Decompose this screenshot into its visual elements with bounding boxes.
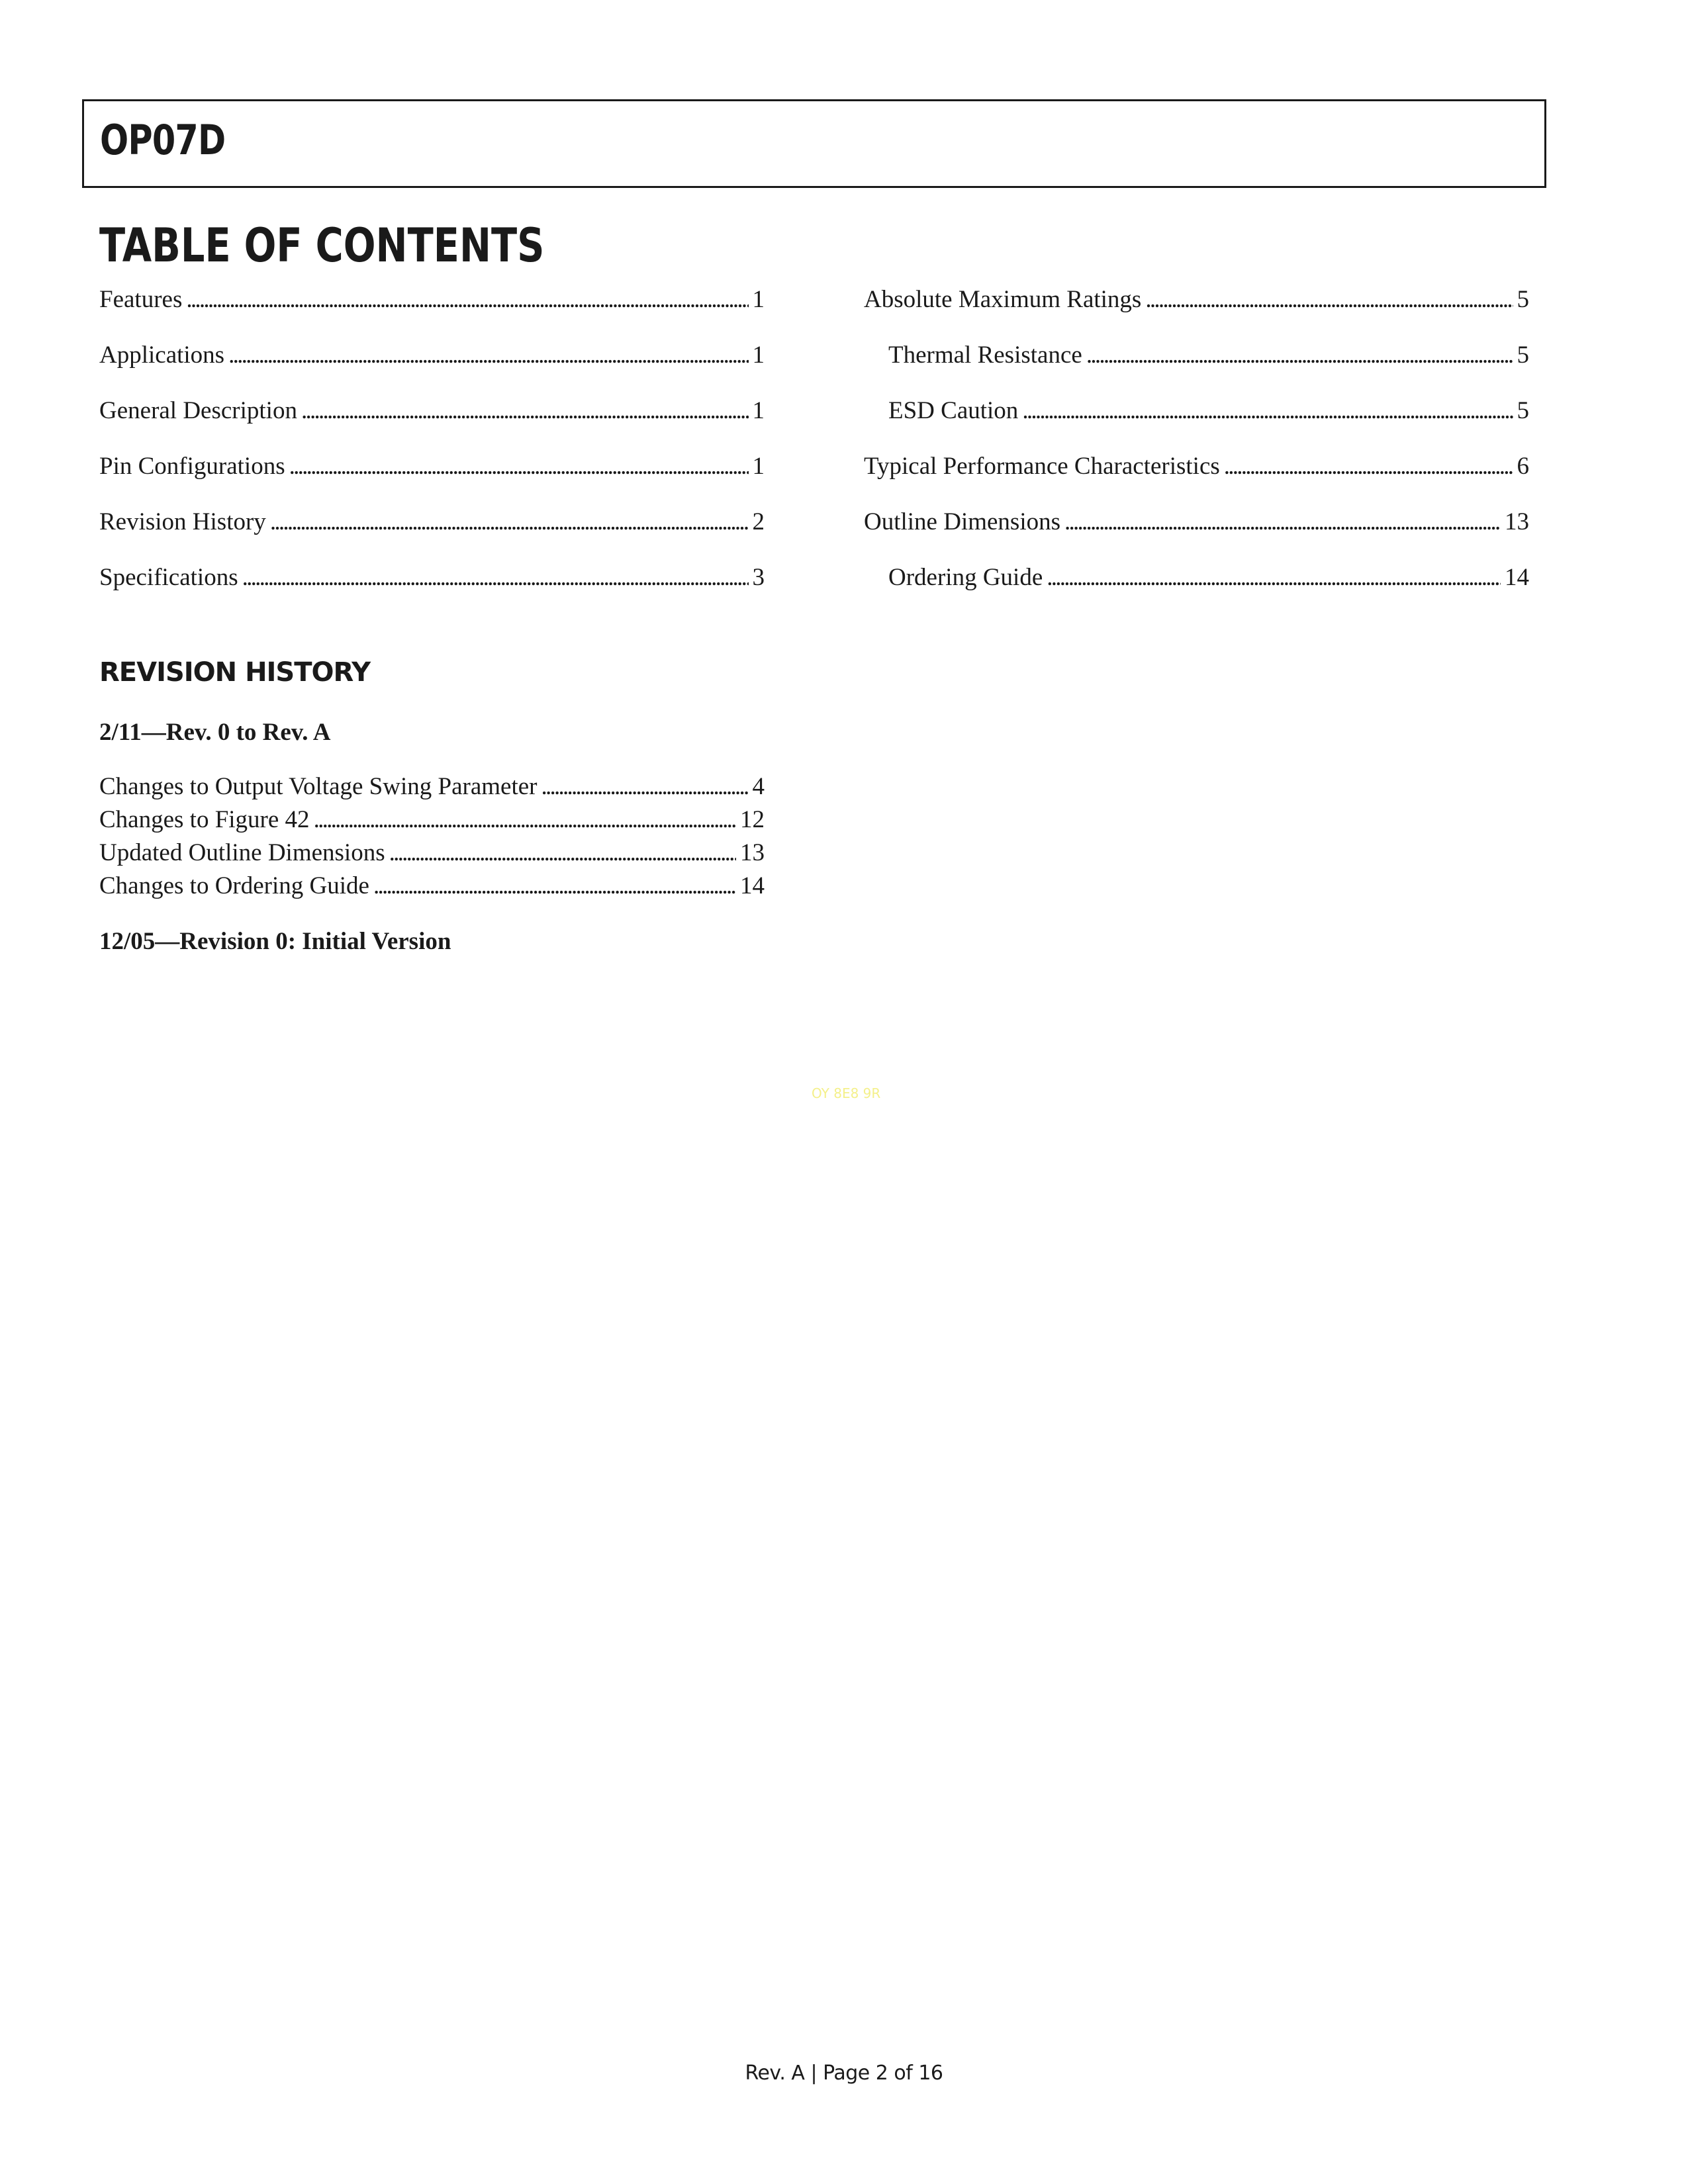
revision-a-changes [99,770,765,903]
toc-page-number: 2 [752,508,765,535]
revision-change-item[interactable] [99,770,765,803]
change-page-number: 4 [752,773,765,800]
toc-leader-dots [389,837,736,870]
revision-0-title: 12/05—Revision 0: Initial Version [99,928,451,955]
toc-leader-dots [541,770,748,803]
toc-page-number: 5 [1517,341,1529,369]
toc-entry-ordering-guide[interactable] [864,559,1529,614]
toc-label: Absolute Maximum Ratings [864,286,1142,313]
toc-page-number: 13 [1505,508,1529,535]
toc-label: Specifications [99,564,238,591]
toc-entry-general-description[interactable] [99,392,765,447]
toc-page-number: 1 [752,341,765,369]
toc-leader-dots [1086,336,1513,375]
watermark: OY 8E8 9R [812,1085,881,1101]
toc-page-number: 5 [1517,397,1529,424]
toc-entry-outline-dimensions[interactable] [864,503,1529,559]
toc-page-number: 5 [1517,286,1529,313]
toc-leader-dots [1047,559,1501,597]
toc-entry-pin-configurations[interactable] [99,447,765,503]
toc-page-number: 1 [752,397,765,424]
toc-page-number: 14 [1505,564,1529,591]
toc-label: Pin Configurations [99,453,285,480]
toc-leader-dots [228,336,748,375]
toc-label: Features [99,286,183,313]
toc-page-number: 1 [752,286,765,313]
change-label: Updated Outline Dimensions [99,839,385,866]
toc-entry-applications[interactable] [99,336,765,392]
toc-page-number: 1 [752,453,765,480]
part-number: OP07D [100,116,226,164]
toc-label: General Description [99,397,297,424]
toc-leader-dots [1064,503,1501,541]
revision-change-item[interactable] [99,837,765,870]
revision-change-item[interactable] [99,870,765,903]
toc-leader-dots [314,803,736,837]
page-footer: Rev. A | Page 2 of 16 [745,2062,943,2085]
toc-entry-specifications[interactable] [99,559,765,614]
toc-entry-revision-history[interactable] [99,503,765,559]
toc-leader-dots [186,281,748,319]
toc-label: Ordering Guide [888,564,1043,591]
toc-entry-esd-caution[interactable] [864,392,1529,447]
change-page-number: 13 [740,839,765,866]
toc-page-number: 3 [752,564,765,591]
toc-right-column [864,281,1529,614]
toc-label: Revision History [99,508,266,535]
toc-leader-dots [242,559,749,597]
toc-page-number: 6 [1517,453,1529,480]
toc-leader-dots [1145,281,1513,319]
toc-leader-dots [270,503,749,541]
toc-leader-dots [373,870,736,903]
toc-entry-typical-performance-characteristics[interactable] [864,447,1529,503]
toc-label: Thermal Resistance [888,341,1082,369]
toc-leader-dots [301,392,749,430]
toc-leader-dots [1022,392,1513,430]
toc-heading: TABLE OF CONTENTS [99,218,545,273]
header-box [82,99,1546,188]
toc-entry-thermal-resistance[interactable] [864,336,1529,392]
toc-label: Outline Dimensions [864,508,1061,535]
revision-change-item[interactable] [99,803,765,837]
change-label: Changes to Output Voltage Swing Parameter [99,773,538,800]
revision-history-heading: REVISION HISTORY [99,657,371,688]
toc-label: ESD Caution [888,397,1019,424]
toc-entry-features[interactable] [99,281,765,336]
toc-entry-absolute-maximum-ratings[interactable] [864,281,1529,336]
toc-left-column [99,281,765,614]
change-label: Changes to Ordering Guide [99,872,369,899]
toc-label: Typical Performance Characteristics [864,453,1220,480]
toc-leader-dots [1224,447,1513,486]
toc-label: Applications [99,341,225,369]
change-label: Changes to Figure 42 [99,806,310,833]
change-page-number: 14 [740,872,765,899]
toc-leader-dots [289,447,749,486]
revision-a-title: 2/11—Rev. 0 to Rev. A [99,719,331,746]
change-page-number: 12 [740,806,765,833]
